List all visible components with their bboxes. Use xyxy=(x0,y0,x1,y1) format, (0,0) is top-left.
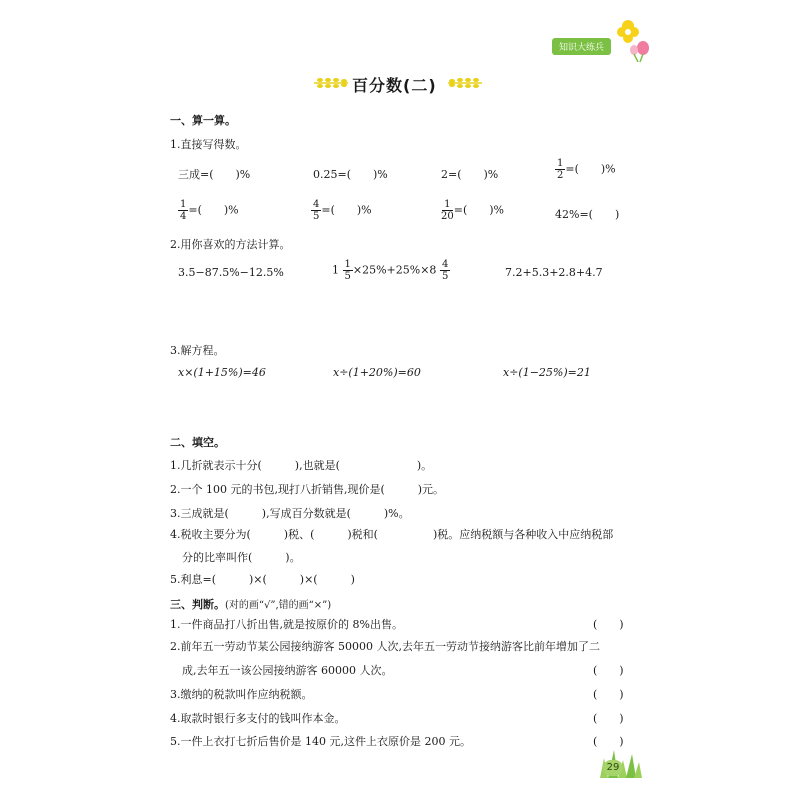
q2-expr: 7.2+5.3+2.8+4.7 xyxy=(505,266,603,279)
fill-item: 4.税收主要分为( )税、( )税和( )税。应纳税额与各种收入中应纳税部 xyxy=(170,528,614,541)
answer-paren: ( ) xyxy=(593,618,624,631)
q1-item: 0.25=( )% xyxy=(313,168,388,181)
fraction: $\frac{1}{20}$ xyxy=(441,199,454,222)
section3-heading-row xyxy=(170,593,331,612)
fraction: $\frac{4}{5}$ xyxy=(441,259,449,282)
fill-item: 3.三成就是( ),写成百分数就是( )%。 xyxy=(170,507,410,520)
q2-expr: 3.5−87.5%−12.5% xyxy=(178,266,284,279)
q3-equation: x×(1+15%)=46 xyxy=(178,366,266,379)
q2-expr: 1 $\frac{1}{5}$ ×25%+25%×8 $\frac{4}{5}$ xyxy=(332,259,449,282)
judge-item: 成,去年五一该公园接纳游客 60000 人次。 xyxy=(182,664,393,677)
fraction: $\frac{1}{5}$ xyxy=(344,259,351,282)
q1-item: $\frac{1}{4}$ =( )% xyxy=(180,199,239,222)
q1-item: 42%=( ) xyxy=(555,208,620,221)
q3-label: 3.解方程。 xyxy=(170,344,225,357)
q1-label: 1.直接写得数。 xyxy=(170,138,247,151)
page-title: 百分数(二) xyxy=(352,76,437,95)
page-number: 29 xyxy=(603,760,623,776)
wheat-left-icon xyxy=(312,76,350,90)
fraction: $\frac{1}{4}$ xyxy=(180,199,187,222)
judge-item: 5.一件上衣打七折后售价是 140 元,这件上衣原价是 200 元。 xyxy=(170,735,471,748)
q1-item: 2=( )% xyxy=(441,168,499,181)
fraction: $\frac{4}{5}$ xyxy=(313,199,320,222)
q3-equation: x÷(1+20%)=60 xyxy=(333,366,421,379)
answer-paren: ( ) xyxy=(593,735,624,748)
q1-item: $\frac{1}{2}$ =( )% xyxy=(557,158,616,181)
judge-item: 4.取款时银行多支付的钱叫作本金。 xyxy=(170,712,346,725)
section3-heading: 三、判断。 xyxy=(170,598,225,611)
q2-label: 2.用你喜欢的方法计算。 xyxy=(170,238,291,251)
q1-item: 三成=( )% xyxy=(178,168,251,181)
section1-heading: 一、算一算。 xyxy=(170,114,236,127)
answer-paren: ( ) xyxy=(593,712,624,725)
answer-paren: ( ) xyxy=(593,688,624,701)
section2-heading: 二、填空。 xyxy=(170,436,225,449)
fill-item: 5.利息=( )×( )×( ) xyxy=(170,573,355,586)
q1-item: $\frac{1}{20}$ =( )% xyxy=(441,199,504,222)
answer-paren: ( ) xyxy=(593,664,624,677)
q3-equation: x÷(1−25%)=21 xyxy=(503,366,591,379)
fraction: $\frac{1}{2}$ xyxy=(557,158,564,181)
judge-item: 2.前年五一劳动节某公园接纳游客 50000 人次,去年五一劳动节接纳游客比前年增加了二 xyxy=(170,640,600,653)
judge-item: 3.缴纳的税款叫作应纳税额。 xyxy=(170,688,313,701)
q1-item: $\frac{4}{5}$ =( )% xyxy=(313,199,372,222)
fill-item: 1.几折就表示十分( ),也就是( )。 xyxy=(170,459,433,472)
judge-item: 1.一件商品打八折出售,就是按原价的 8%出售。 xyxy=(170,618,403,631)
fill-item: 2.一个 100 元的书包,现打八折销售,现价是( )元。 xyxy=(170,483,445,496)
section-badge: 知识大练兵 xyxy=(552,38,611,55)
section3-note: (对的画“√”,错的画“×”) xyxy=(225,600,332,611)
flower-icon xyxy=(612,12,656,62)
fill-item: 分的比率叫作( )。 xyxy=(182,551,301,564)
wheat-right-icon xyxy=(446,76,484,90)
